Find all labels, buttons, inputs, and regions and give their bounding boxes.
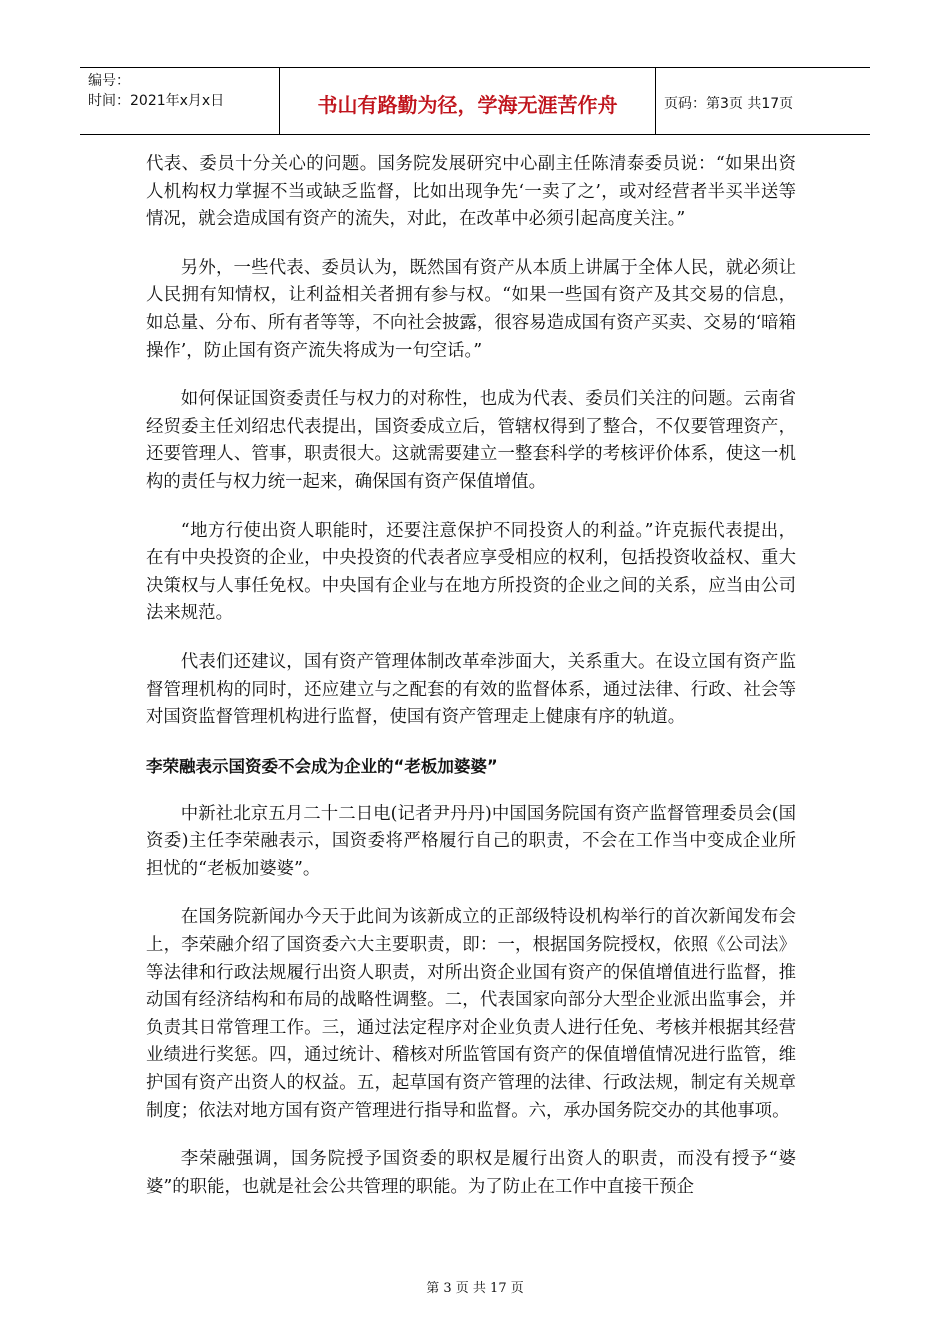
header-page-info: 页码：第3页 共17页: [664, 96, 794, 112]
paragraph: 代表、委员十分关心的问题。国务院发展研究中心副主任陈清泰委员说：“如果出资人机构权力掌握不当或缺乏监督，比如出现争先‘一卖了之’，或对经营者半买半送等情况，就会造成国有资产的流失，对此，在改革中必须引起高度关注。”: [146, 154, 796, 230]
paragraph: 李荣融强调，国务院授予国资委的职权是履行出资人的职责，而没有授予“婆婆”的职能，也就是社会公共管理的职能。为了防止在工作中直接干预企: [146, 1149, 796, 1197]
page-footer: 第 3 页 共 17 页: [426, 1281, 524, 1296]
header-meta-cell: [80, 68, 280, 134]
header-motto: 书山有路勤为径，学海无涯苦作舟: [280, 68, 656, 134]
section-heading: 李荣融表示国资委不会成为企业的“老板加婆婆”: [146, 756, 498, 776]
time-label: 时间：2021年x月x日: [88, 93, 225, 109]
paragraph: 代表们还建议，国有资产管理体制改革牵涉面大，关系重大。在设立国有资产监督管理机构的同时，还应建立与之配套的有效的监督体系，通过法律、行政、社会等对国资监督管理机构进行监督，使国有资产管理走上健康有序的轨道。: [146, 651, 796, 728]
serial-label: 编号：: [88, 73, 130, 89]
paragraph: “地方行使出资人职能时，还要注意保护不同投资人的利益。”许克振代表提出，在有中央投资的企业，中央投资的代表者应享受相应的权利，包括投资收益权、重大决策权与人事任免权。中央国有企业与在地方所投资的企业之间的关系，应当由公司法来规范。: [146, 520, 796, 624]
paragraph: 中新社北京五月二十二日电(记者尹丹丹)中国国务院国有资产监督管理委员会(国资委)主任李荣融表示，国资委将严格履行自己的职责，不会在工作当中变成企业所担忧的“老板加婆婆”。: [146, 803, 796, 879]
document-body: [146, 151, 796, 1222]
paragraph: 在国务院新闻办今天于此间为该新成立的正部级特设机构举行的首次新闻发布会上，李荣融介绍了国资委六大主要职责，即：一，根据国务院授权，依照《公司法》等法律和行政法规履行出资人职责，对所出资企业国有资产的保值增值进行监督，推动国有经济结构和布局的战略性调整。二，代表国家向部分大型企业派出监事会，并负责其日常管理工作。三，通过法定程序对企业负责人进行任免、考核并根据其经营业绩进行奖惩。四，通过统计、稽核对所监管国有资产的保值增值情况进行监管，维护国有资产出资人的权益。五，起草国有资产管理的法律、行政法规，制定有关规章制度；依法对地方国有资产管理进行指导和监督。六，承办国务院交办的其他事项。: [146, 907, 796, 1121]
paragraph: 另外，一些代表、委员认为，既然国有资产从本质上讲属于全体人民，就必须让人民拥有知情权，让利益相关者拥有参与权。“如果一些国有资产及其交易的信息，如总量、分布、所有者等等，不向社会披露，很容易造成国有资产买卖、交易的‘暗箱操作’，防止国有资产流失将成为一句空话。”: [146, 257, 796, 361]
page-header: [80, 67, 870, 135]
paragraph: 如何保证国资委责任与权力的对称性，也成为代表、委员们关注的问题。云南省经贸委主任刘绍忠代表提出，国资委成立后，管辖权得到了整合，不仅要管理资产，还要管理人、管事，职责很大。这就需要建立一整套科学的考核评价体系，使这一机构的责任与权力统一起来，确保国有资产保值增值。: [146, 389, 796, 492]
